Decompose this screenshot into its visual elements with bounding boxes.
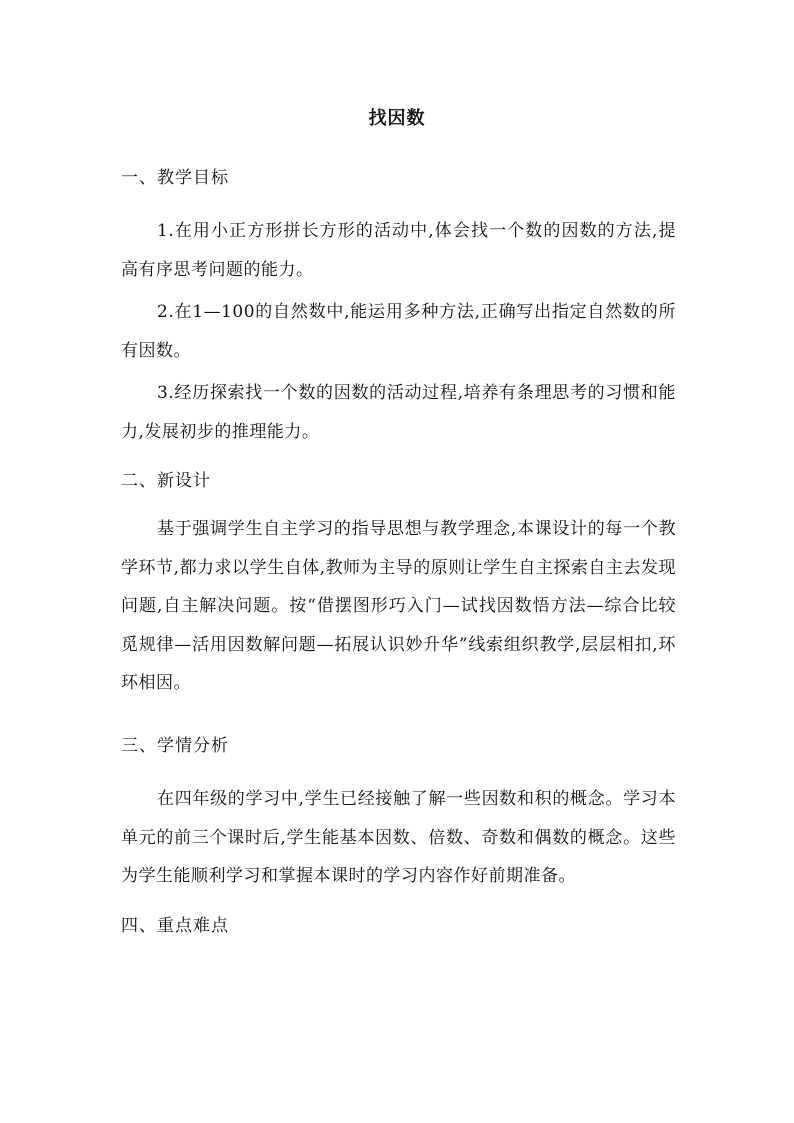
paragraph: 1.在用小正方形拼长方形的活动中,体会找一个数的因数的方法,提高有序思考问题的能力。 xyxy=(121,221,676,280)
section-heading-design: 二、新设计 xyxy=(121,471,211,491)
section-heading-key-points: 四、重点难点 xyxy=(121,916,229,936)
paragraph: 3.经历探索找一个数的因数的活动过程,培养有条理思考的习惯和能力,发展初步的推理能力。 xyxy=(121,383,676,442)
paragraph: 2.在1—100的自然数中,能运用多种方法,正确写出指定自然数的所有因数。 xyxy=(121,302,676,361)
paragraph: 基于强调学生自主学习的指导思想与教学理念,本课设计的每一个教学环节,都力求以学生自体,教师为主导的原则让学生自主探索自主去发现问题,自主解决问题。按“借摆图形巧入门—试找因数悟方法—综合比较觅规律—活用因数解问题—拓展认识妙升华”线索组织教学,层层相扣,环环相因。 xyxy=(121,519,676,693)
paragraph: 在四年级的学习中,学生已经接触了解一些因数和积的概念。学习本单元的前三个课时后,学生能基本因数、倍数、奇数和偶数的概念。这些为学生能顺利学习和掌握本课时的学习内容作好前期准备。 xyxy=(121,789,676,886)
section-heading-objectives: 一、教学目标 xyxy=(121,168,229,188)
document-title: 找因数 xyxy=(368,108,426,129)
section-heading-analysis: 三、学情分析 xyxy=(121,736,229,756)
